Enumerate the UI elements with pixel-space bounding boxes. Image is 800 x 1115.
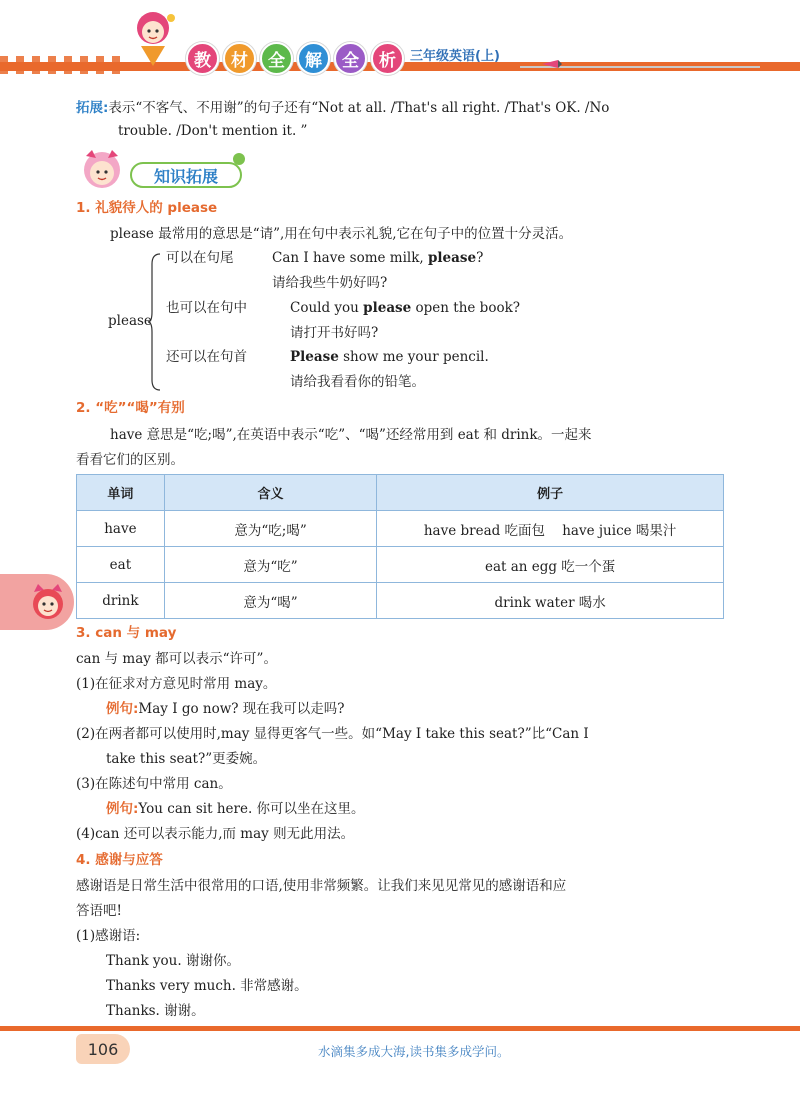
green-dot-icon (232, 152, 246, 166)
section-2-intro-line2: 看看它们的区别。 (76, 452, 184, 468)
thanks-example: Thanks. 谢谢。 (106, 1003, 205, 1019)
table-cell: drink water 喝水 (377, 583, 724, 619)
table-cell: 意为“吃” (164, 547, 376, 583)
page-header (0, 0, 800, 90)
table-cell: 意为“喝” (164, 583, 376, 619)
page-number: 106 (76, 1034, 130, 1064)
header-subject: 三年级英语(上) (410, 49, 500, 64)
mascot-girl-icon (125, 6, 181, 70)
section-4-intro-line1: 感谢语是日常生活中很常用的口语,使用非常频繁。让我们来见见常见的感谢语和应 (76, 878, 567, 894)
example-label: 例句: (106, 801, 139, 817)
section-3-point-1: (1)在征求对方意见时常用 may。 (76, 676, 277, 692)
curly-brace-icon (148, 252, 162, 392)
table-cell: 意为“吃;喝” (164, 511, 376, 547)
please-position-start: 还可以在句首 (166, 349, 247, 365)
section-2-intro-line1: have 意思是“吃;喝”,在英语中表示“吃”、“喝”还经常用到 eat 和 drink。一起来 (110, 427, 592, 443)
please-example-middle-zh: 请打开书好吗? (290, 325, 379, 341)
section-4-point-1: (1)感谢语: (76, 928, 141, 944)
header-title-char: 全 (334, 42, 367, 75)
brace-label: please (108, 313, 152, 329)
header-title-char: 析 (371, 42, 404, 75)
table-cell: have bread 吃面包 have juice 喝果汁 (377, 511, 724, 547)
footer-orange-bar (0, 1026, 800, 1031)
please-example-end-zh: 请给我些牛奶好吗? (272, 275, 388, 291)
please-example-end-en (272, 248, 483, 268)
extension-note-line2: trouble. /Don't mention it. ” (118, 123, 308, 139)
table-cell: eat an egg 吃一个蛋 (377, 547, 724, 583)
please-keyword: Please (290, 349, 339, 365)
example-text: Could you (290, 300, 364, 316)
header-title-char: 解 (297, 42, 330, 75)
table-row (77, 547, 724, 583)
table-header: 含义 (164, 475, 376, 511)
please-example-start-en (290, 347, 489, 367)
table-cell: eat (77, 547, 165, 583)
example-text: open the book? (411, 300, 521, 316)
header-title-char: 材 (223, 42, 256, 75)
header-title-char: 教 (186, 42, 219, 75)
knowledge-extension-badge (78, 148, 248, 192)
example-text: You can sit here. 你可以坐在这里。 (138, 801, 365, 817)
word-comparison-table (76, 474, 724, 619)
example-text: May I go now? 现在我可以走吗? (138, 701, 345, 717)
section-1-intro: please 最常用的意思是“请”,用在句中表示礼貌,它在句子中的位置十分灵活。 (110, 226, 573, 242)
please-example-middle-en (290, 298, 520, 318)
section-1-title: 1. 礼貌待人的 please (76, 200, 218, 216)
section-2-title: 2. “吃”“喝”有别 (76, 400, 185, 416)
table-row (77, 583, 724, 619)
section-3-point-2-line1: (2)在两者都可以使用时,may 显得更客气一些。如“May I take this seat?”比“Can I (76, 726, 589, 742)
section-4-intro-line2: 答语吧! (76, 903, 122, 919)
thanks-example: Thanks very much. 非常感谢。 (106, 978, 308, 994)
mascot-face-icon (78, 148, 128, 192)
section-3-point-3: (3)在陈述句中常用 can。 (76, 776, 232, 792)
mascot-cat-icon (28, 582, 68, 622)
please-keyword: please (363, 300, 412, 316)
section-3-intro: can 与 may 都可以表示“许可”。 (76, 651, 277, 667)
please-keyword: please (427, 250, 477, 266)
section-3-title: 3. can 与 may (76, 625, 177, 641)
please-example-start-zh: 请给我看看你的铅笔。 (290, 374, 425, 390)
extension-text: 表示“不客气、不用谢”的句子还有“Not at all. /That's all right. /That's OK. /No (108, 100, 610, 116)
example-text: Can I have some milk, (272, 250, 428, 266)
table-cell: have (77, 511, 165, 547)
example-text: show me your pencil. (338, 349, 489, 365)
please-position-end: 可以在句尾 (166, 250, 234, 266)
section-4-title: 4. 感谢与应答 (76, 852, 163, 868)
section-3-example-1 (106, 699, 345, 719)
example-label: 例句: (106, 701, 139, 717)
extension-label: 拓展: (76, 100, 109, 116)
extension-note-line1 (76, 98, 609, 118)
thanks-example: Thank you. 谢谢你。 (106, 953, 240, 969)
section-3-point-4: (4)can 还可以表示能力,而 may 则无此用法。 (76, 826, 355, 842)
pencil-icon (540, 58, 564, 70)
section-badge-title: 知识拓展 (130, 162, 242, 188)
section-3-example-3 (106, 799, 365, 819)
table-header: 单词 (77, 475, 165, 511)
table-row (77, 511, 724, 547)
header-title-char: 全 (260, 42, 293, 75)
table-header-row (77, 475, 724, 511)
table-header: 例子 (377, 475, 724, 511)
section-3-point-2-line2: take this seat?”更委婉。 (106, 751, 267, 767)
table-cell: drink (77, 583, 165, 619)
footer-motto: 水滴集多成大海,读书集多成学问。 (318, 1044, 510, 1059)
side-tab (0, 574, 74, 630)
example-text: ? (476, 250, 484, 266)
please-position-middle: 也可以在句中 (166, 300, 247, 316)
